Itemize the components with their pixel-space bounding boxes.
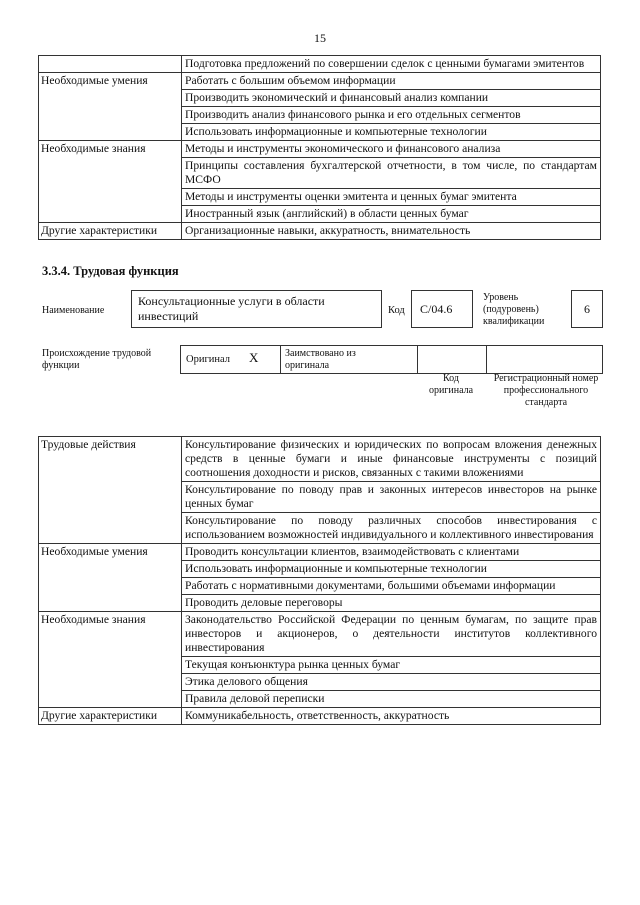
- table-row: [39, 708, 601, 725]
- row-text: Производить экономический и финансовый анализ компании: [182, 90, 601, 107]
- row-text: Консультирование по поводу различных способов инвестирования с использованием возможностей индивидуального и коллективного инвестирования: [182, 513, 601, 544]
- code-box: [411, 290, 473, 328]
- table-row: [39, 73, 601, 90]
- row-label: Другие характеристики: [39, 708, 182, 725]
- row-label: Необходимые знания: [39, 141, 182, 223]
- level-value: 6: [584, 302, 590, 316]
- code-label: Код: [388, 305, 405, 316]
- divider: [486, 345, 487, 373]
- skills-table-2: [38, 436, 601, 725]
- row-text: Принципы составления бухгалтерской отчетности, в том числе, по стандартам МСФО: [182, 158, 601, 189]
- row-text: Коммуникабельность, ответственность, аккуратность: [182, 708, 601, 725]
- page-number: 15: [314, 31, 326, 45]
- original-label: Оригинал: [186, 354, 230, 365]
- name-value: Консультационные услуги в области инвестиций: [138, 294, 325, 323]
- table-row: [39, 223, 601, 240]
- row-text: Производить анализ финансового рынка и его отдельных сегментов: [182, 107, 601, 124]
- row-text: Подготовка предложений по совершении сделок с ценными бумагами эмитентов: [182, 56, 601, 73]
- level-box: [571, 290, 603, 328]
- row-text: Текущая конъюнктура рынка ценных бумаг: [182, 657, 601, 674]
- reg-number-caption: Регистрационный номер профессионального стандарта: [493, 373, 599, 408]
- code-value: C/04.6: [420, 302, 453, 316]
- row-text: Работать с нормативными документами, большими объемами информации: [182, 578, 601, 595]
- code-original-caption: Код оригинала: [428, 373, 474, 396]
- borrowed-label: Заимствовано из оригинала: [285, 348, 356, 371]
- row-text: Правила деловой переписки: [182, 691, 601, 708]
- row-label: Трудовые действия: [39, 437, 182, 544]
- row-label: Необходимые умения: [39, 544, 182, 612]
- row-label: Необходимые умения: [39, 73, 182, 141]
- table-row: [39, 612, 601, 657]
- row-text: Этика делового общения: [182, 674, 601, 691]
- section-heading: 3.3.4. Трудовая функция: [42, 264, 179, 278]
- row-text: Работать с большим объемом информации: [182, 73, 601, 90]
- row-text: Иностранный язык (английский) в области ценных бумаг: [182, 206, 601, 223]
- row-label: Другие характеристики: [39, 223, 182, 240]
- original-mark: X: [249, 350, 259, 365]
- skills-table-1: [38, 55, 601, 240]
- row-label: [39, 56, 182, 73]
- row-text: Методы и инструменты оценки эмитента и ценных бумаг эмитента: [182, 189, 601, 206]
- table-row: [39, 437, 601, 482]
- name-label: Наименование: [42, 305, 105, 316]
- divider: [417, 345, 418, 373]
- row-label: Необходимые знания: [39, 612, 182, 708]
- divider: [280, 345, 281, 373]
- origin-label: Происхождение трудовой функции: [42, 348, 152, 371]
- table-row: [39, 141, 601, 158]
- row-text: Использовать информационные и компьютерные технологии: [182, 561, 601, 578]
- row-text: Консультирование физических и юридических по вопросам вложения денежных средств в ценные бумаги и иные финансовые инструменты с позиций соотношения доходности и рисков, связанных с такими вложениями: [182, 437, 601, 482]
- row-text: Законодательство Российской Федерации по ценным бумагам, по защите прав инвесторов и акционеров, о деятельности институтов коллективного инвестирования: [182, 612, 601, 657]
- row-text: Консультирование по поводу прав и законных интересов инвесторов на рынке ценных бумаг: [182, 482, 601, 513]
- row-text: Организационные навыки, аккуратность, внимательность: [182, 223, 601, 240]
- table-row: [39, 56, 601, 73]
- row-text: Проводить деловые переговоры: [182, 595, 601, 612]
- name-box: [131, 290, 382, 328]
- row-text: Проводить консультации клиентов, взаимодействовать с клиентами: [182, 544, 601, 561]
- row-text: Использовать информационные и компьютерные технологии: [182, 124, 601, 141]
- level-label: Уровень (подуровень) квалификации: [483, 292, 545, 327]
- table-row: [39, 544, 601, 561]
- row-text: Методы и инструменты экономического и финансового анализа: [182, 141, 601, 158]
